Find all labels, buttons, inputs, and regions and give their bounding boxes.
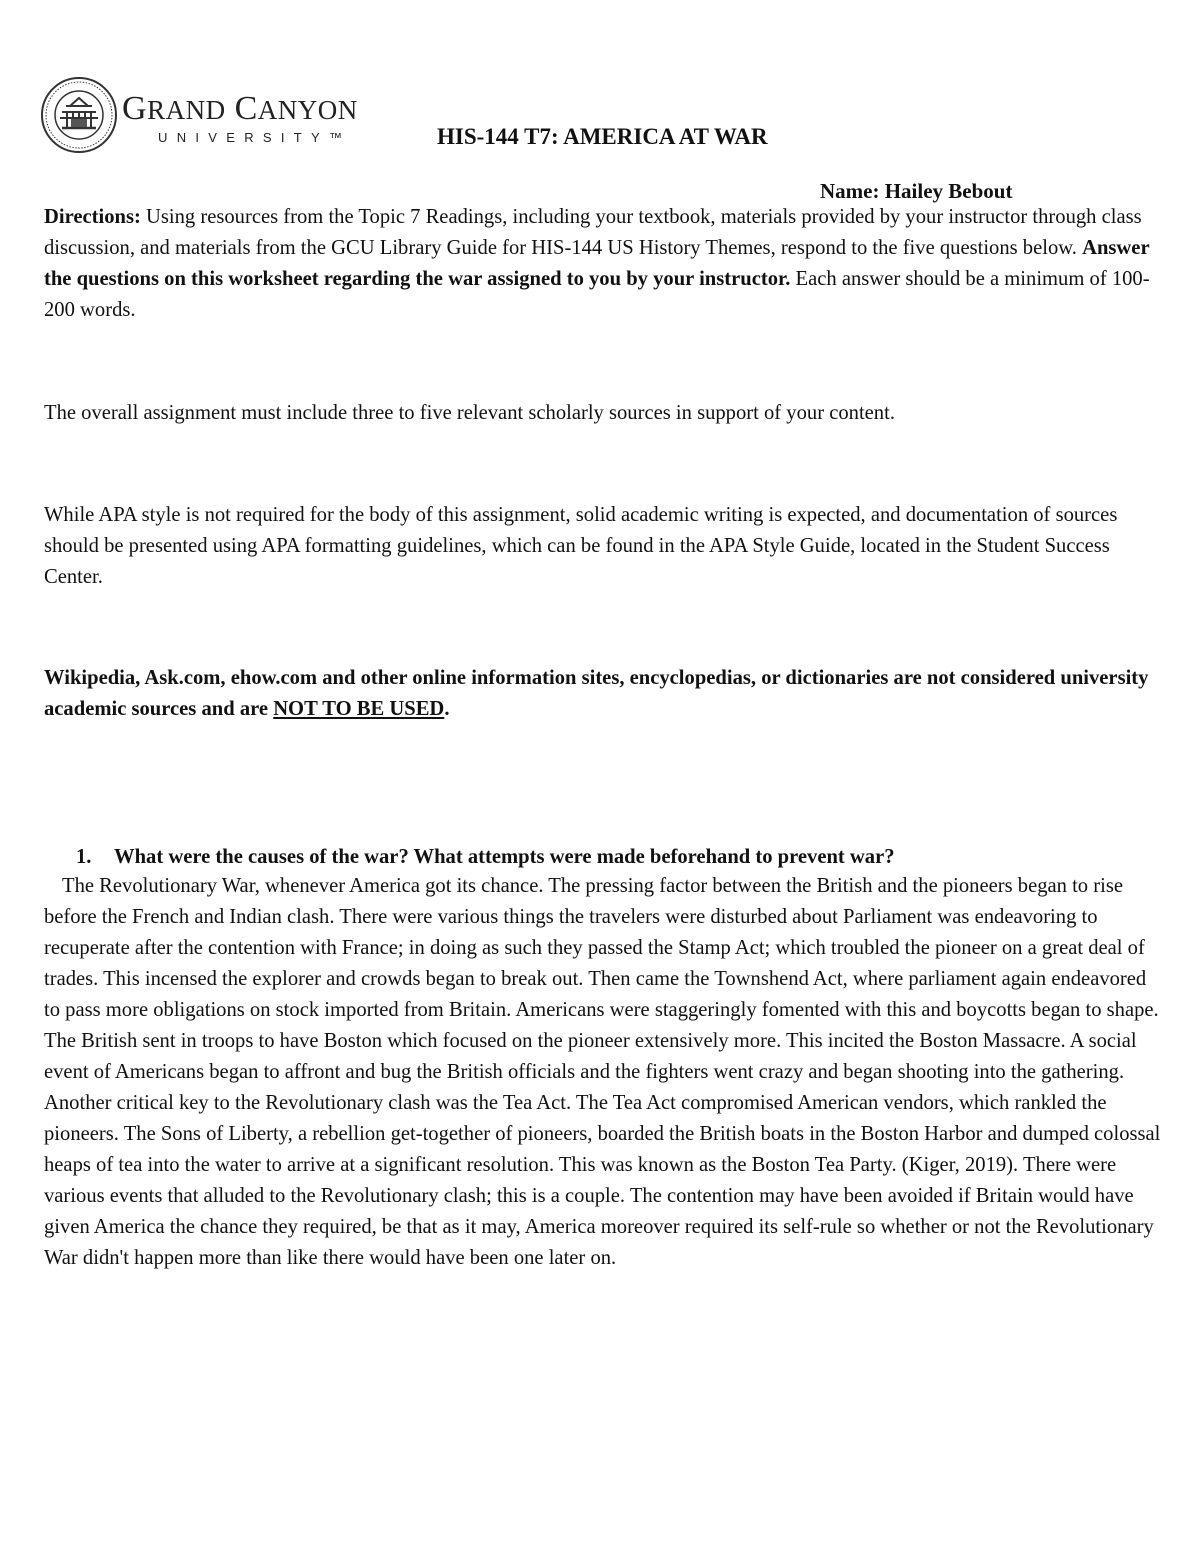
answer-1: The Revolutionary War, whenever America got its chance. The pressing factor between the British and the pioneers began to rise before the French and Indian clash. There were various things the travelers were disturbed about Parliament was endeavoring to recuperate after the contention with France; in doing as such they passed the Stamp Act; which troubled the pioneer on a great deal of trades. This incensed the explorer and crowds began to break out. Then came the Townshend Act, where parliament again endeavored to pass more obligations on stock imported from Britain. Americans were staggeringly fomented with this and boycotts began to shape. The British sent in troops to have Boston which focused on the pioneer extensively more. This incited the Boston Massacre. A social event of Americans began to affront and bug the British officials and the fighters went crazy and began shooting into the gathering. Another critical key to the Revolutionary clash was the Tea Act. The Tea Act compromised American vendors, which rankled the pioneers. The Sons of Liberty, a rebellion get-together of pioneers, boarded the British boats in the Boston Harbor and dumped colossal heaps of tea into the water to arrive at a significant resolution. This was known as the Boston Tea Party. (Kiger, 2019). There were various events that alluded to the Revolutionary clash; this is a couple. The contention may have been avoided if Britain would have given America the chance they required, be that as it may, America moreover required its self-rule so whether or not the Revolutionary War didn't happen more than like there would have been one later on. <box>44 875 1161 1269</box>
university-logo <box>40 76 358 158</box>
directions-word-count: Each answer should be a minimum of 100-200 words. <box>44 268 1150 321</box>
apa-note: While APA style is not required for the body of this assignment, solid academic writing is expected, and documentation of sources should be presented using APA formatting guidelines, which can be found in the APA Style Guide, located in the Student Success Center. <box>44 504 1118 588</box>
question-1 <box>76 842 895 873</box>
sources-warning-text: Wikipedia, Ask.com, ehow.com and other online information sites, encyclopedias, or dictionaries are not considered university academic sources and are <box>44 667 1149 720</box>
sources-requirement: The overall assignment must include three to five relevant scholarly sources in support of your content. <box>44 402 895 424</box>
directions-label: Directions: <box>44 206 141 228</box>
directions-text: Using resources from the Topic 7 Readings, including your textbook, materials provided by your instructor through class discussion, and materials from the GCU Library Guide for HIS-144 US History Themes, respond to the five questions below. <box>44 206 1142 259</box>
student-name: Name: Hailey Bebout <box>820 179 1013 203</box>
page-title: HIS-144 T7: AMERICA AT WAR <box>437 124 768 149</box>
question-number: 1. <box>76 846 92 868</box>
question-text: What were the causes of the war? What attempts were made beforehand to prevent war? <box>114 846 895 868</box>
logo-wordmark-sub: UNIVERSITY™ <box>158 130 352 145</box>
directions-paragraph <box>44 202 1164 326</box>
university-seal-icon <box>40 76 118 154</box>
not-to-be-used: NOT TO BE USED <box>273 698 445 720</box>
sources-warning-end: . <box>444 698 450 720</box>
logo-wordmark: GRAND CANYON <box>122 90 358 127</box>
sources-warning <box>44 663 1164 725</box>
directions-emphasis: Answer the questions on this worksheet regarding the war assigned to you by your instructor. <box>44 237 1150 290</box>
